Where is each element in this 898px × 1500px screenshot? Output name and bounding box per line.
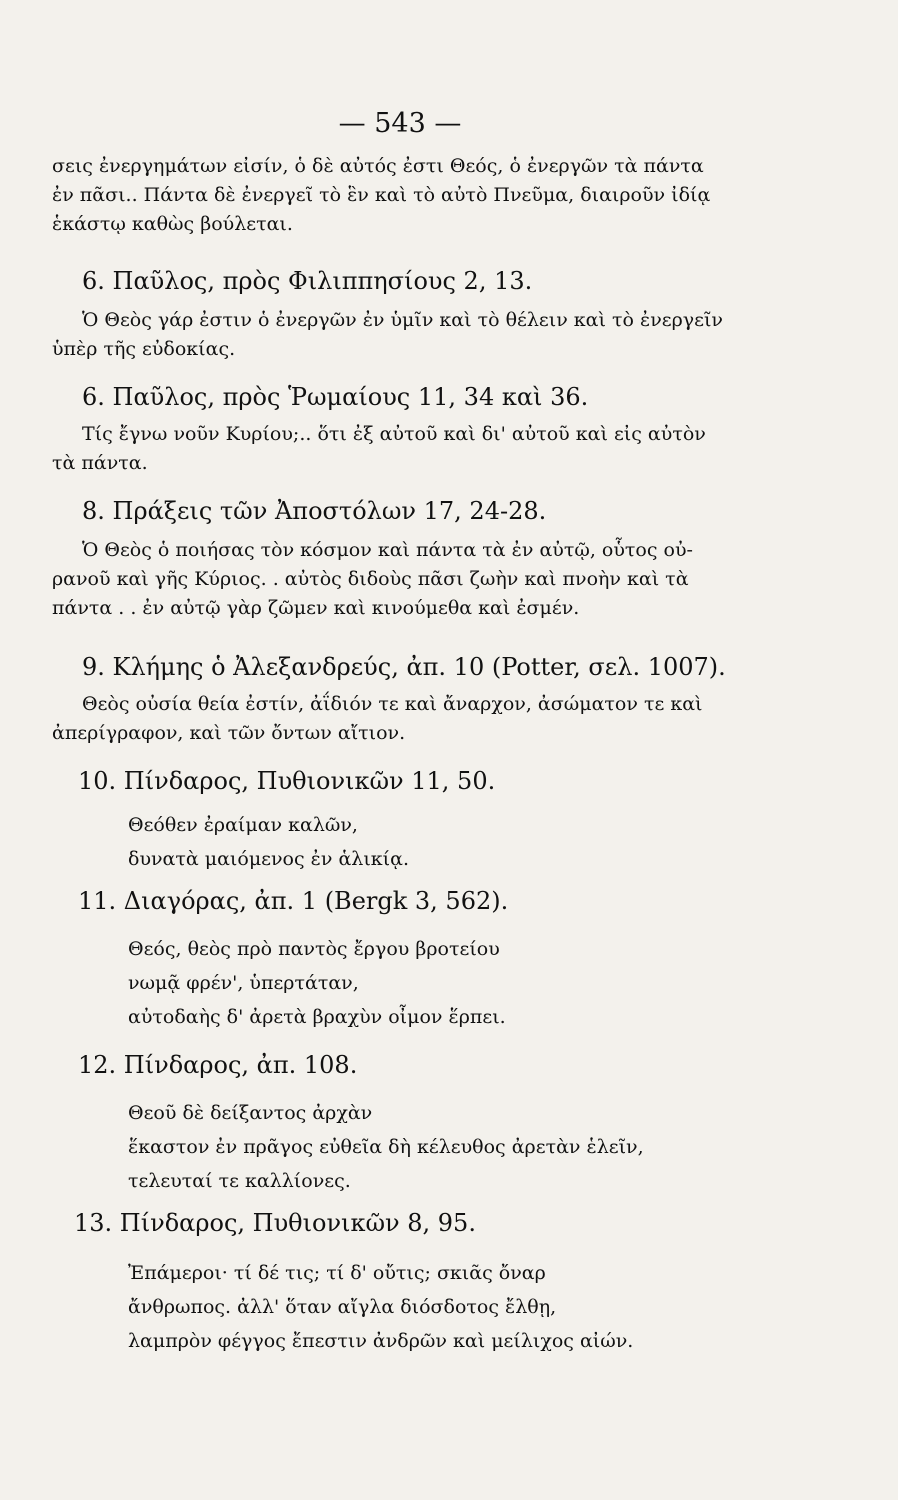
text-line: ἑκάστῳ καθὼς βούλεται.	[52, 213, 293, 235]
verse-line: λαμπρὸν φέγγος ἔπεστιν ἀνδρῶν καὶ μείλιχος αἰών.	[128, 1330, 634, 1352]
verse-quote	[128, 1256, 688, 1358]
section-heading: 6. Παῦλος, πρὸς Ῥωμαίους 11, 34 καὶ 36.	[82, 383, 589, 411]
section-heading: 9. Κλήμης ὁ Ἀλεξανδρεύς, ἀπ. 10 (Potter, σελ. 1007).	[82, 653, 726, 681]
verse-quote	[128, 808, 688, 876]
text-line: σεις ἐνεργημάτων εἰσίν, ὁ δὲ αὐτός ἐστι Θεός, ὁ ἐνεργῶν τὰ πάντα	[52, 155, 704, 177]
verse-line: ἕκαστον ἐν πρᾶγος εὐθεῖα δὴ κέλευθος ἀρετὰν ἑλεῖν,	[128, 1136, 644, 1158]
section-text	[52, 420, 762, 478]
text-line: Θεὸς οὐσία θεία ἐστίν, ἀΐδιόν τε καὶ ἄναρχον, ἀσώματον τε καὶ	[82, 693, 703, 715]
intro-paragraph	[52, 152, 762, 239]
verse-quote	[128, 1096, 688, 1198]
section-heading: 12. Πίνδαρος, ἀπ. 108.	[78, 1051, 358, 1079]
verse-quote	[128, 932, 688, 1034]
section-text	[52, 690, 762, 748]
section-heading: 10. Πίνδαρος, Πυθιονικῶν 11, 50.	[78, 767, 496, 795]
section-text	[52, 306, 762, 364]
verse-line: νωμᾷ φρέν', ὑπερτάταν,	[128, 972, 359, 994]
verse-line: τελευταί τε καλλίονες.	[128, 1170, 351, 1192]
section-heading: 8. Πράξεις τῶν Ἀποστόλων 17, 24-28.	[82, 497, 547, 525]
page-number: — 543 —	[338, 108, 462, 139]
text-line: Ὁ Θεὸς γάρ ἐστιν ὁ ἐνεργῶν ἐν ὑμῖν καὶ τὸ θέλειν καὶ τὸ ἐνεργεῖν	[82, 309, 723, 331]
verse-line: αὐτοδαὴς δ' ἀρετὰ βραχὺν οἶμον ἕρπει.	[128, 1006, 506, 1028]
verse-line: Θεός, θεὸς πρὸ παντὸς ἔργου βροτείου	[128, 938, 500, 960]
verse-line: ἄνθρωπος. ἀλλ' ὅταν αἴγλα διόσδοτος ἔλθῃ,	[128, 1296, 557, 1318]
verse-line: Θεοῦ δὲ δείξαντος ἀρχὰν	[128, 1102, 373, 1124]
section-heading: 11. Διαγόρας, ἀπ. 1 (Bergk 3, 562).	[78, 887, 509, 915]
text-line: ἀπερίγραφον, καὶ τῶν ὄντων αἴτιον.	[52, 722, 406, 744]
section-text	[52, 536, 762, 623]
verse-line: Θεόθεν ἐραίμαν καλῶν,	[128, 814, 358, 836]
text-line: Τίς ἔγνω νοῦν Κυρίου;.. ὅτι ἐξ αὐτοῦ καὶ δι' αὐτοῦ καὶ εἰς αὐτὸν	[82, 423, 706, 445]
text-line: ἐν πᾶσι.. Πάντα δὲ ἐνεργεῖ τὸ ἓν καὶ τὸ αὐτὸ Πνεῦμα, διαιροῦν ἰδίᾳ	[52, 184, 711, 206]
text-line: ρανοῦ καὶ γῆς Κύριος. . αὐτὸς διδοὺς πᾶσι ζωὴν καὶ πνοὴν καὶ τὰ	[52, 568, 689, 590]
section-heading: 6. Παῦλος, πρὸς Φιλιππησίους 2, 13.	[82, 267, 533, 295]
text-line: τὰ πάντα.	[52, 452, 148, 474]
text-line: πάντα . . ἐν αὐτῷ γὰρ ζῶμεν καὶ κινούμεθα καὶ ἐσμέν.	[52, 597, 580, 619]
verse-line: Ἐπάμεροι· τί δέ τις; τί δ' οὔτις; σκιᾶς ὄναρ	[128, 1262, 546, 1284]
text-line: Ὁ Θεὸς ὁ ποιήσας τὸν κόσμον καὶ πάντα τὰ ἐν αὐτῷ, οὗτος οὐ-	[82, 539, 693, 561]
verse-line: δυνατὰ μαιόμενος ἐν ἁλικίᾳ.	[128, 848, 409, 870]
text-line: ὑπὲρ τῆς εὐδοκίας.	[52, 338, 236, 360]
section-heading: 13. Πίνδαρος, Πυθιονικῶν 8, 95.	[74, 1209, 476, 1237]
